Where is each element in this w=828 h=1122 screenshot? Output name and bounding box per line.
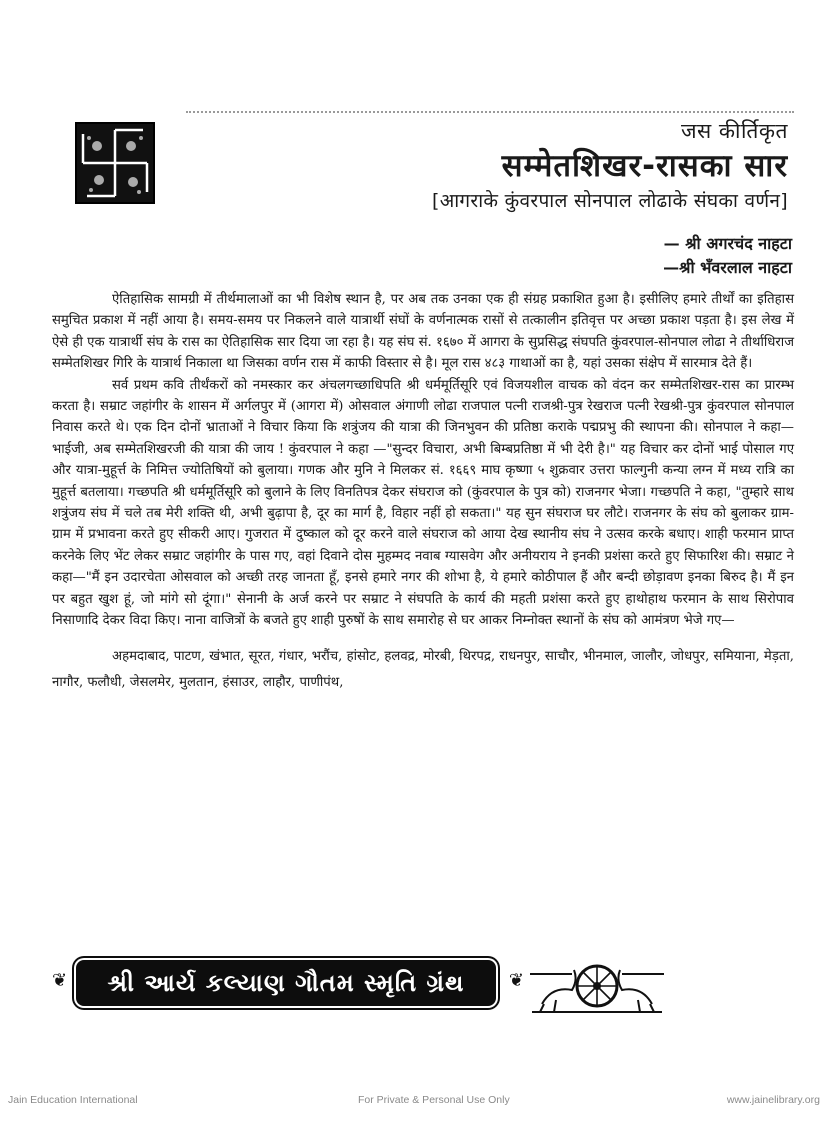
dharma-wheel-deer-icon: [522, 956, 672, 1016]
paragraph: ऐतिहासिक सामग्री में तीर्थमालाओं का भी विशेष स्थान है, पर अब तक उनका एक ही संग्रह प्रकाशित हुआ है। इसीलिए हमारे तीर्थों का इतिहास समुचित प्रकाश में नहीं आया है। समय-समय पर निकलने वाले यात्रार्थी संघों के वर्णनात्मक रासों से तत्कालीन इतिवृत्त पर अच्छा प्रकाश पड़ता है। इस लेख में ऐसे ही एक यात्रार्थी संघ के रास का ऐतिहासिक सार दिया जा रहा है। यह संघ सं. १६७० में आगरा के सुप्रसिद्ध संघपति कुंवरपाल-सोनपाल लोढा ने तीर्थाधिराज सम्मेतशिखर गिरि के यात्रार्थ निकाला था जिसका वर्णन रास में काफी विस्तार से है। मूल रास ४८३ गाथाओं का है, यहां उसका संक्षेप में सारमात्र देते हैं।: [52, 292, 794, 372]
footer-website-link[interactable]: www.jainelibrary.org: [726, 1094, 820, 1106]
author-name: — श्री अगरचंद नाहटा: [663, 234, 792, 253]
header-dotted-rule: [186, 111, 794, 113]
page-footer: [0, 1092, 828, 1112]
paragraph: सर्व प्रथम कवि तीर्थंकरों को नमस्कार कर अंचलगच्छाधिपति श्री धर्ममूर्तिसूरि एवं विजयशील वाचक को वंदन कर सम्मेतशिखर-रास का प्रारम्भ करता है। सम्राट जहांगीर के शासन में अर्गलपुर में (आगरा में) ओसवाल अंगाणी लोढा राजपाल पत्नी राजश्री-पुत्र रेखराज पत्नी रेखश्री-पुत्र कुंवरपाल सोनपाल निवास करते थे। एक दिन दोनों भ्राताओं ने विचार किया कि शत्रुंजय की यात्रा की जिनभुवन की प्रतिष्ठा कराके पद्मप्रभु की स्थापना की। सोनपाल ने कहा—भाईजी, अब सम्मेतशिखरजी की यात्रा की जाय ! कुंवरपाल ने कहा —"सुन्दर विचारा, अभी बिम्बप्रतिष्ठा में भी देरी है।" यह विचार कर दोनों भाई पोसाल गए और यात्रा-मुहूर्त्त के निमित्त ज्योतिषियों को बुलाया। गणक और मुनि ने मिलकर सं. १६६९ माघ कृष्णा ५ शुक्रवार उत्तरा फाल्गुनी कन्या लग्न में मध्य रात्रि का मुहूर्त्त बतलाया। गच्छपति श्री धर्ममूर्तिसूरि को बुलाने के लिए विनतिपत्र देकर संघराज को (कुंवरपाल के पुत्र को) राजनगर भेजा। गच्छपति ने कहा, "तुम्हारे साथ शत्रुंजय संघ में चले तब मेरी शक्ति थी, अभी बुढ़ापा है, दूर का मार्ग है, विहार नहीं हो सकता।" यह सुन संघराज घर लौटे। राजनगर के संघ को बुलाकर ग्राम-ग्राम में प्रभावना करते हुए सीकरी आए। गुजरात में दुष्काल को दूर करने वाले संघराज को आया देख स्थानीय संघ ने उत्सव करके बधाए। शाही फरमान प्राप्त करनेके लिए भेंट लेकर सम्राट जहांगीर के पास गए, वहां दिवाने दोस मुहम्मद नवाब ग्यासवेग और अनीयराय ने इनकी प्रशंसा करते हुए सिफारिश की। सम्राट ने कहा—"मैं इन उदारचेता ओसवाल को अच्छी तरह जानता हूँ, इनसे हमारे नगर की शोभा है, ये हमारे कोठीपाल हैं और बन्दी छोड़ावण इनका बिरुद है। मैं इन पर बहुत खुश हूं, जो मांगे सो दूंगा।" सेनानी के अर्ज करने पर सम्राट ने संघपति के कार्य की महती प्रशंसा करते हुए हाथोहाथ फरमान के साथ सिरोपाव निसाणादि देकर विदा किए। नाना वाजित्रों के बजते हुए शाही पुरुषों के साथ समारोह से घर आकर निम्नोक्त स्थानों के संघ को आमंत्रण भेजे गए—: [52, 377, 794, 629]
article-header: [188, 118, 788, 214]
article-body: [52, 289, 794, 696]
flourish-icon: ❦: [508, 970, 524, 991]
footer-publisher: Jain Education International: [8, 1094, 138, 1106]
book-title-banner: [52, 956, 524, 1010]
author-credit: जस कीर्तिकृत: [680, 119, 788, 143]
footer-usage-note: For Private & Personal Use Only: [358, 1094, 510, 1106]
swastika-icon: [75, 122, 155, 204]
page-subtitle: [आगराके कुंवरपाल सोनपाल लोढाके संघका वर्णन]: [432, 190, 788, 212]
place-list-paragraph: अहमदाबाद, पाटण, खंभात, सूरत, गंधार, भरौंच, हांसोट, हलवद्र, मोरबी, थिरपद्र, राधनपुर, साचौर, भीनमाल, जालौर, जोधपुर, समियाना, मेड़ता, नागौर, फलौधी, जेसलमेर, मुलतान, हंसाउर, लाहौर, पाणीपंथ,: [52, 648, 794, 690]
author-list: [663, 232, 792, 280]
author-name: —श्री भँवरलाल नाहटा: [663, 258, 792, 277]
banner-text: શ્રી આર્ય કલ્યાણ ગૌતમ સ્મૃતિ ગ્રંથ: [76, 960, 496, 1006]
page-title: सम्मेतशिखर-रासका सार: [501, 148, 788, 184]
flourish-icon: ❦: [52, 970, 68, 991]
